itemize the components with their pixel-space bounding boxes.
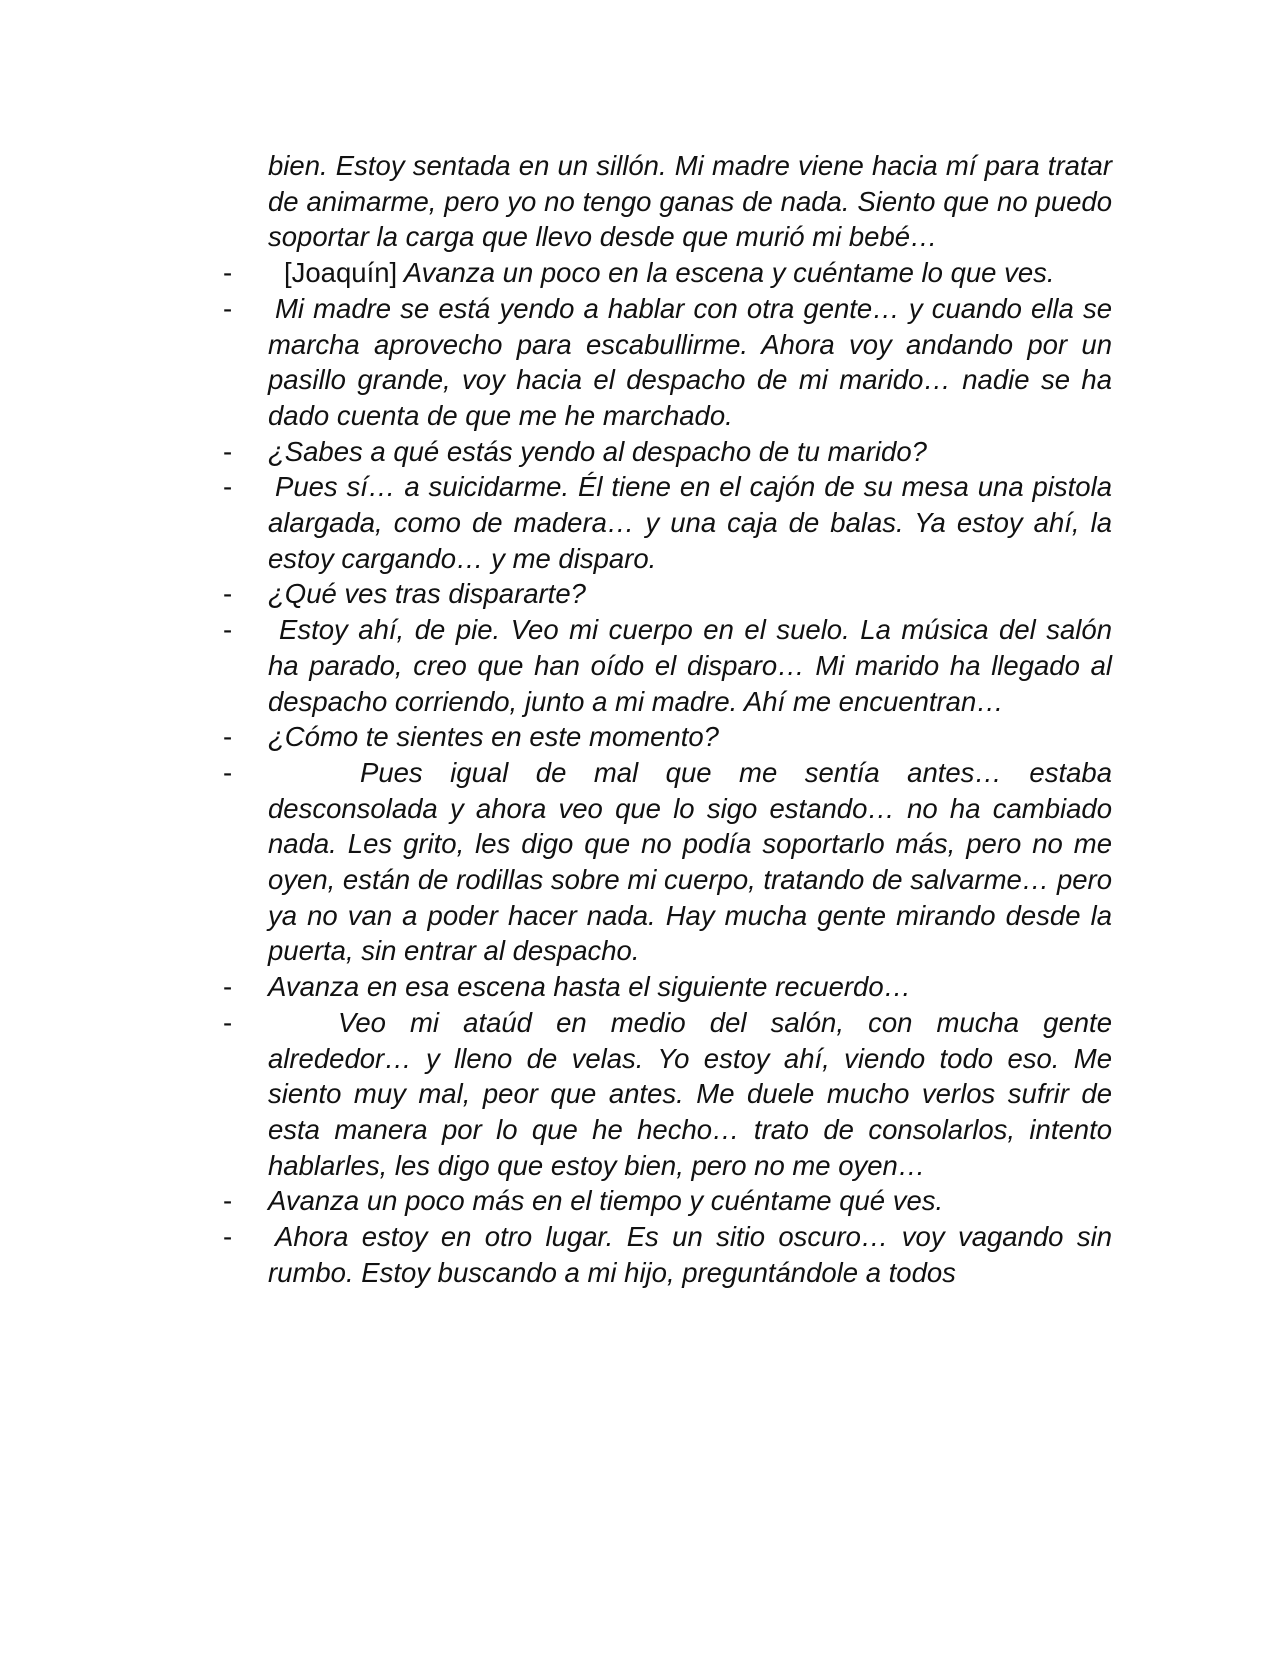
- dialogue-dash: -: [223, 756, 233, 788]
- paragraph: [223, 434, 1112, 470]
- dialogue-dash: -: [223, 257, 233, 289]
- paragraph-text: Avanza en esa escena hasta el siguiente recuerdo…: [268, 971, 912, 1003]
- paragraph: [223, 291, 1112, 434]
- dialogue-dash: -: [223, 614, 233, 646]
- paragraph-text: Veo mi ataúd en medio del salón, con mucha gente alrededor… y lleno de velas. Yo estoy ahí, viendo todo eso. Me siento muy mal, peor que antes. Me duele mucho verlos sufrir de esta manera por lo que he hecho… trato de consolarlos, intento hablarles, les digo que estoy bien, pero no me oyen…: [268, 1006, 1112, 1181]
- paragraph: [223, 576, 1112, 612]
- dialogue-dash: -: [223, 971, 233, 1003]
- dialogue-dash: -: [223, 471, 233, 503]
- dialogue-dash: -: [223, 435, 233, 467]
- paragraph: [223, 469, 1112, 576]
- paragraph: [223, 1005, 1112, 1184]
- dialogue-dash: -: [223, 1006, 233, 1038]
- dialogue-dash: -: [223, 578, 233, 610]
- paragraph-text: Avanza un poco más en el tiempo y cuéntame qué ves.: [268, 1185, 944, 1217]
- paragraph-text: Mi madre se está yendo a hablar con otra gente… y cuando ella se marcha aprovecho para escabullirme. Ahora voy andando por un pasillo grande, voy hacia el despacho de mi marido… nadie se ha dado cuenta de que me he marchado.: [268, 292, 1112, 431]
- speaker-name: [Joaquín]: [284, 257, 398, 289]
- paragraph-text: ¿Sabes a qué estás yendo al despacho de tu marido?: [268, 435, 927, 467]
- paragraph-text: Avanza un poco en la escena y cuéntame lo que ves.: [397, 257, 1055, 289]
- dialogue-dash: -: [223, 292, 233, 324]
- paragraph: [268, 148, 1112, 255]
- paragraph-text: ¿Cómo te sientes en este momento?: [268, 721, 719, 753]
- paragraph-text: bien. Estoy sentada en un sillón. Mi madre viene hacia mí para tratar de animarme, pero yo no tengo ganas de nada. Siento que no puedo soportar la carga que llevo desde que murió mi bebé…: [268, 150, 1112, 253]
- dialogue-dash: -: [223, 1185, 233, 1217]
- paragraph: [223, 969, 1112, 1005]
- paragraph: [223, 1183, 1112, 1219]
- dialogue-text: [223, 148, 1112, 1291]
- paragraph: [223, 255, 1112, 291]
- dialogue-dash: -: [223, 721, 233, 753]
- paragraph: [223, 1219, 1112, 1290]
- dialogue-dash: -: [223, 1221, 233, 1253]
- paragraph: [223, 755, 1112, 969]
- paragraph: [223, 612, 1112, 719]
- paragraph-text: Pues sí… a suicidarme. Él tiene en el cajón de su mesa una pistola alargada, como de madera… y una caja de balas. Ya estoy ahí, la estoy cargando… y me disparo.: [268, 471, 1112, 574]
- paragraph-text: Ahora estoy en otro lugar. Es un sitio oscuro… voy vagando sin rumbo. Estoy buscando a mi hijo, preguntándole a todos: [268, 1221, 1112, 1288]
- paragraph-text: ¿Qué ves tras dispararte?: [268, 578, 586, 610]
- paragraph: [223, 719, 1112, 755]
- paragraph-text: Estoy ahí, de pie. Veo mi cuerpo en el suelo. La música del salón ha parado, creo que han oído el disparo… Mi marido ha llegado al despacho corriendo, junto a mi madre. Ahí me encuentran…: [268, 614, 1112, 717]
- paragraph-text: Pues igual de mal que me sentía antes… estaba desconsolada y ahora veo que lo sigo estando… no ha cambiado nada. Les grito, les digo que no podía soportarlo más, pero no me oyen, están de rodillas sobre mi cuerpo, tratando de salvarme… pero ya no van a poder hacer nada. Hay mucha gente mirando desde la puerta, sin entrar al despacho.: [268, 756, 1112, 967]
